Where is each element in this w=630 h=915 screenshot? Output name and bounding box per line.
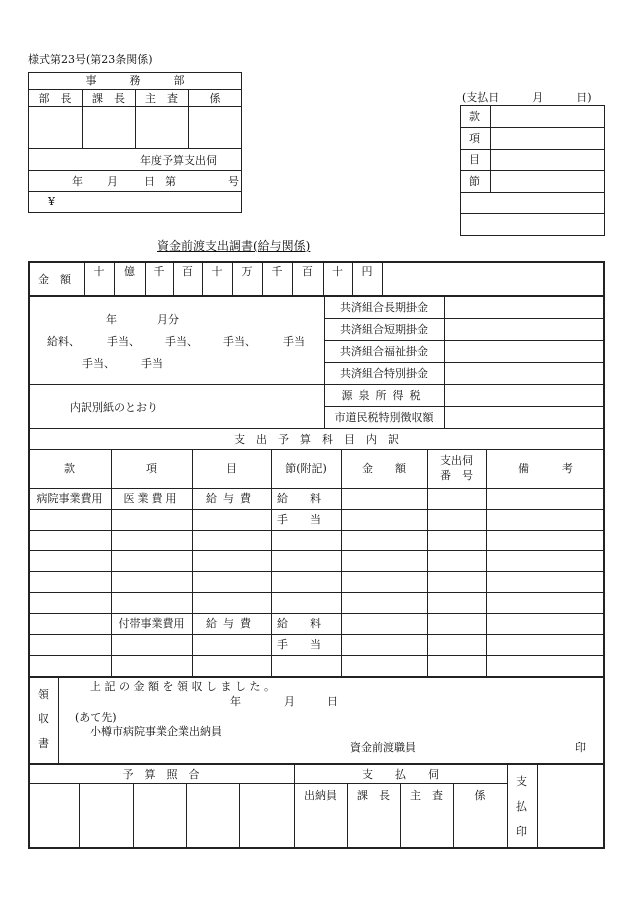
date-no: 第 bbox=[165, 175, 176, 188]
salary-item-7: 手当 bbox=[141, 357, 163, 370]
digit-jyuman: 十 bbox=[211, 265, 223, 278]
digit-hyakuman: 百 bbox=[182, 265, 193, 278]
main-form bbox=[28, 261, 605, 849]
row7-moku: 給与費 bbox=[206, 617, 257, 630]
role-shusa: 主 査 bbox=[410, 789, 443, 802]
payment-seal-2: 払 bbox=[516, 800, 527, 813]
breakdown-note: 内訳別紙のとおり bbox=[70, 401, 158, 414]
approver-col-shusa: 主 査 bbox=[145, 92, 178, 105]
deduction-long-term: 共済組合長期掛金 bbox=[340, 301, 428, 314]
salary-item-2: 手当、 bbox=[107, 335, 140, 348]
row8-setsu: 手 当 bbox=[277, 638, 321, 651]
receipt-label-1: 領 bbox=[38, 688, 49, 701]
digit-senman: 千 bbox=[153, 265, 165, 278]
deduction-special: 共済組合特別掛金 bbox=[340, 367, 428, 380]
deduction-short-term: 共済組合短期掛金 bbox=[340, 323, 428, 336]
col-remarks: 備 考 bbox=[518, 462, 573, 475]
payment-seal-1: 支 bbox=[516, 775, 527, 788]
budget-section-header: 支 出 予 算 科 目 内 訳 bbox=[234, 433, 399, 446]
row1-kan: 病院事業費用 bbox=[36, 492, 103, 505]
col-kou: 項 bbox=[146, 462, 157, 475]
date-month: 月 bbox=[107, 175, 118, 188]
digit-jyu: 十 bbox=[332, 265, 343, 278]
role-suitou: 出納員 bbox=[304, 789, 337, 802]
receipt-month: 月 bbox=[284, 695, 295, 708]
col-shishutsu: 支出伺 bbox=[440, 454, 473, 467]
amount-label: 金 額 bbox=[38, 273, 71, 286]
receipt-label-2: 収 bbox=[38, 712, 49, 725]
col-setsu: 節(附記) bbox=[285, 462, 327, 475]
payment-inquiry-label: 支 払 伺 bbox=[362, 768, 439, 781]
salary-item-4: 手当、 bbox=[223, 335, 256, 348]
date-year: 年 bbox=[72, 175, 83, 188]
approver-col-kakari: 係 bbox=[209, 92, 221, 105]
row7-setsu: 給 料 bbox=[277, 617, 321, 630]
seal-mark: 印 bbox=[575, 741, 586, 754]
salary-month: 月分 bbox=[157, 313, 179, 326]
receipt-label-3: 書 bbox=[38, 737, 49, 750]
pay-kou: 項 bbox=[469, 132, 480, 145]
row1-moku: 給与費 bbox=[206, 492, 257, 505]
receipt-statement: 上 記 の 金 額 を 領 収 し ま し た 。 bbox=[90, 680, 275, 693]
digit-jyuoku: 十 bbox=[93, 265, 105, 278]
salary-year: 年 bbox=[106, 313, 117, 326]
digit-oku: 億 bbox=[124, 265, 135, 278]
pay-kan: 款 bbox=[469, 110, 480, 123]
approver-col-bucho: 部 長 bbox=[38, 92, 72, 105]
digit-sen: 千 bbox=[271, 265, 283, 278]
yen-mark: ¥ bbox=[48, 195, 55, 208]
approver-col-kacho: 課 長 bbox=[92, 92, 125, 105]
digit-hyaku: 百 bbox=[302, 265, 313, 278]
office-header: 事 務 部 bbox=[85, 74, 185, 87]
signer-label: 資金前渡職員 bbox=[350, 741, 416, 754]
date-day: 日 bbox=[144, 175, 155, 188]
col-kan: 款 bbox=[64, 462, 75, 475]
col-moku: 目 bbox=[226, 462, 237, 475]
receipt-year: 年 bbox=[230, 695, 241, 708]
form-title: 様式第23号(第23条関係) bbox=[28, 53, 153, 66]
role-kacho: 課 長 bbox=[357, 789, 390, 802]
row1-kou: 医業費用 bbox=[123, 492, 180, 505]
row2-setsu: 手 当 bbox=[277, 513, 321, 526]
deduction-withholding: 源泉所得税 bbox=[341, 389, 427, 402]
pay-setsu: 節 bbox=[469, 175, 480, 188]
document-title: 資金前渡支出調書(給与関係) bbox=[157, 239, 311, 253]
salary-item-kyuryo: 給料、 bbox=[47, 335, 80, 348]
row1-setsu: 給 料 bbox=[277, 492, 321, 505]
deduction-welfare: 共済組合福祉掛金 bbox=[340, 345, 428, 358]
digit-man: 万 bbox=[241, 265, 253, 278]
salary-item-5: 手当 bbox=[283, 335, 305, 348]
col-amount: 金 額 bbox=[362, 462, 406, 475]
digit-en: 円 bbox=[361, 265, 373, 278]
row7-kou: 付帯事業費用 bbox=[118, 617, 185, 630]
salary-item-3: 手当、 bbox=[165, 335, 198, 348]
col-bangou: 番 号 bbox=[440, 469, 473, 482]
addressee: 小樽市病院事業企業出納員 bbox=[90, 725, 222, 738]
date-go: 号 bbox=[228, 175, 239, 188]
receipt-day: 日 bbox=[327, 695, 338, 708]
payment-seal-3: 印 bbox=[516, 825, 527, 838]
role-kakari: 係 bbox=[474, 789, 486, 802]
budget-check-label: 予 算 照 合 bbox=[122, 768, 200, 781]
payment-date-header: (支払日 月 日) bbox=[462, 91, 592, 104]
pay-moku: 目 bbox=[469, 153, 480, 166]
salary-item-6: 手当、 bbox=[82, 357, 115, 370]
deduction-resident-tax: 市道民税特別徴収額 bbox=[334, 411, 434, 424]
addressee-label: (あて先) bbox=[75, 711, 117, 724]
budget-line: 年度予算支出伺 bbox=[140, 154, 217, 167]
